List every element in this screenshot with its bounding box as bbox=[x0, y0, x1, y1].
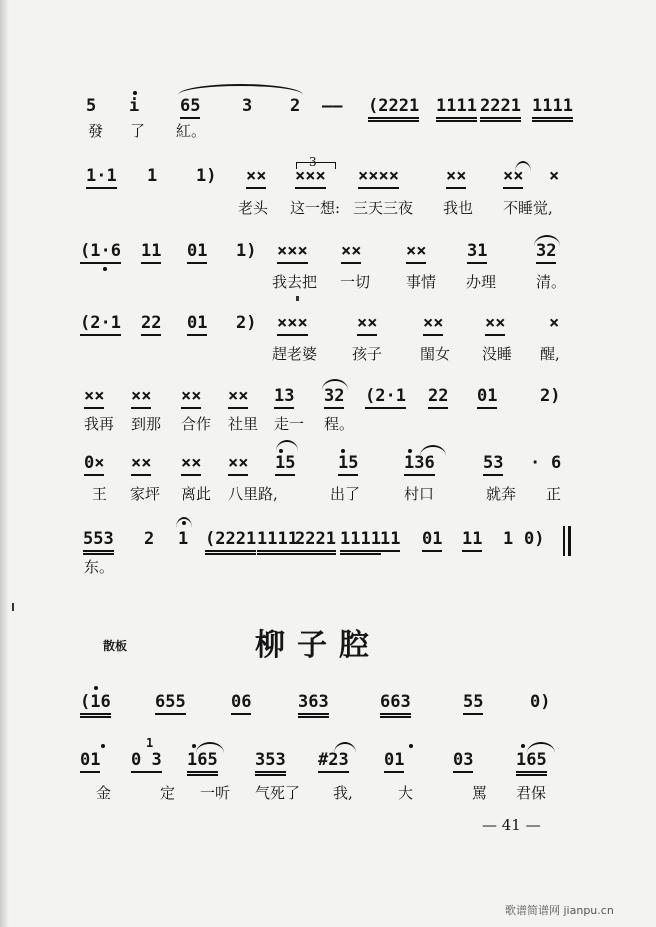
rhythm-group: ×× bbox=[485, 312, 505, 336]
scan-speck bbox=[296, 296, 299, 301]
lyric: 一切 bbox=[340, 273, 371, 291]
note: 1 bbox=[503, 529, 514, 549]
lyric-row-6 bbox=[0, 484, 656, 508]
rhythm-group: ××× bbox=[277, 240, 308, 264]
rhythm-group: ×× bbox=[406, 240, 426, 264]
octave-dot bbox=[408, 449, 412, 453]
tempo-marking: 散板 bbox=[103, 639, 128, 653]
lyric: 趕老婆 bbox=[272, 345, 318, 363]
note: 1 bbox=[178, 529, 189, 549]
lyric: 社里 bbox=[228, 415, 259, 433]
note: 2 bbox=[144, 529, 155, 549]
octave-dot bbox=[521, 744, 525, 748]
note-group: 353 bbox=[255, 749, 286, 776]
grace-note: 1 bbox=[146, 736, 154, 750]
lyric: 程。 bbox=[324, 415, 355, 433]
note-group: 663 bbox=[380, 691, 411, 718]
note-group: (16 bbox=[80, 691, 111, 718]
note-group: 01 bbox=[477, 385, 497, 409]
lyric: 發 bbox=[88, 122, 104, 140]
note-group: 1111 bbox=[257, 528, 298, 555]
note: 2) bbox=[236, 313, 257, 333]
lyric: 王 bbox=[92, 485, 108, 503]
rhythm: × bbox=[549, 313, 560, 333]
octave-dot bbox=[192, 744, 196, 748]
lyric: 气死了 bbox=[255, 784, 301, 802]
lyric: 我, bbox=[333, 784, 353, 802]
rhythm-group: ×× bbox=[341, 240, 361, 264]
lyric: 君保 bbox=[516, 784, 547, 802]
note-group: 01 bbox=[422, 528, 442, 552]
note-group: 2221 bbox=[295, 528, 336, 555]
rhythm-group: ×× bbox=[503, 165, 523, 189]
note-group: 2221 bbox=[480, 95, 521, 122]
lyric: 走一 bbox=[274, 415, 305, 433]
lyric-row-4 bbox=[0, 344, 656, 368]
triplet-number: 3 bbox=[309, 155, 317, 169]
lyric: 罵 bbox=[472, 784, 488, 802]
lyric: 三天三夜 bbox=[353, 199, 414, 217]
lyric: 没睡 bbox=[482, 345, 513, 363]
note: 1 bbox=[147, 166, 158, 186]
rhythm-group: ×× bbox=[181, 385, 201, 409]
note-group: 165 bbox=[516, 749, 547, 776]
note-group: 53 bbox=[483, 452, 503, 476]
lyric: 閨女 bbox=[420, 345, 451, 363]
note-group: 0 3 bbox=[131, 749, 162, 773]
note-group: 65 bbox=[180, 95, 200, 119]
lyric: 紅。 bbox=[176, 122, 207, 140]
rhythm: × bbox=[549, 166, 560, 186]
note: 2 bbox=[290, 96, 301, 116]
rhythm-group: ×× bbox=[357, 312, 377, 336]
dot-mark: · bbox=[530, 453, 541, 473]
note-group: 01 bbox=[187, 240, 207, 264]
octave-dot bbox=[103, 267, 107, 271]
note-group: 165 bbox=[187, 749, 218, 776]
lyric: 八里路, bbox=[228, 485, 278, 503]
rhythm-group: ×× bbox=[84, 385, 104, 409]
lyric: 离此 bbox=[181, 485, 212, 503]
note: i bbox=[129, 96, 140, 116]
note: 6 bbox=[551, 453, 562, 473]
lyric: 这一想: bbox=[290, 199, 341, 217]
lyric-row-7 bbox=[0, 557, 656, 581]
section-title: 柳子腔 bbox=[255, 628, 381, 663]
note-group: 32 bbox=[324, 385, 344, 409]
rhythm-group: ×× bbox=[423, 312, 443, 336]
scan-speck bbox=[12, 603, 14, 611]
lyric: 正 bbox=[546, 485, 562, 503]
note-group: 1111 bbox=[532, 95, 573, 122]
rhythm-group: ×× bbox=[181, 452, 201, 476]
octave-dot bbox=[94, 686, 98, 690]
slur-mark bbox=[178, 84, 303, 95]
note: 0) bbox=[524, 529, 545, 549]
lyric: 家坪 bbox=[130, 485, 161, 503]
note-group: #23 bbox=[318, 749, 349, 773]
note-group: (2221 bbox=[368, 95, 419, 122]
note-group: 31 bbox=[467, 240, 487, 264]
lyric: 孩子 bbox=[352, 345, 383, 363]
lyric: 就奔 bbox=[486, 485, 517, 503]
lyric: 一听 bbox=[200, 784, 231, 802]
lyric: 了 bbox=[130, 122, 146, 140]
note-group: 55 bbox=[463, 691, 483, 715]
lyric: 我也 bbox=[443, 199, 474, 217]
note: 1) bbox=[236, 241, 257, 261]
note-group: 1111 bbox=[340, 528, 381, 555]
lyric: 我再 bbox=[84, 415, 115, 433]
lyric: 定 bbox=[160, 784, 176, 802]
notation-row-2 bbox=[0, 165, 656, 189]
note-group: 655 bbox=[155, 691, 186, 715]
notation-row-6 bbox=[0, 452, 656, 476]
rhythm-group: ×× bbox=[131, 452, 151, 476]
notation-row-1 bbox=[0, 95, 656, 119]
lyric: 出了 bbox=[330, 485, 361, 503]
note-group: 15 bbox=[338, 452, 358, 476]
lyric: 老头 bbox=[238, 199, 269, 217]
lyric-row-3 bbox=[0, 272, 656, 296]
rhythm-group: ×××× bbox=[358, 165, 399, 189]
lyric: 醒, bbox=[540, 345, 560, 363]
octave-dot bbox=[341, 449, 345, 453]
note-group: 136 bbox=[404, 452, 435, 476]
rhythm-group: ××× bbox=[295, 165, 326, 189]
rhythm-group: 0× bbox=[84, 452, 104, 476]
lyric: 到那 bbox=[131, 415, 162, 433]
lyric: 东。 bbox=[84, 558, 115, 576]
note-group: 03 bbox=[453, 749, 473, 773]
note-group: 01 bbox=[80, 749, 100, 773]
lyric: 不睡觉, bbox=[503, 199, 553, 217]
note-group: 363 bbox=[298, 691, 329, 718]
lyric-row-5 bbox=[0, 414, 656, 438]
lyric: 合作 bbox=[181, 415, 212, 433]
notation-row-9 bbox=[0, 749, 656, 773]
lyric: 大 bbox=[398, 784, 414, 802]
slur-mark bbox=[534, 235, 560, 246]
note: 1) bbox=[196, 166, 217, 186]
final-barline bbox=[563, 526, 565, 556]
note-group: 11 bbox=[380, 528, 400, 552]
note-group: 1111 bbox=[436, 95, 477, 122]
lyric: 村口 bbox=[404, 485, 435, 503]
note: 5 bbox=[86, 96, 97, 116]
lyric: 清。 bbox=[536, 273, 567, 291]
octave-dot bbox=[409, 744, 413, 748]
rhythm-group: ×× bbox=[228, 452, 248, 476]
rhythm-group: ×× bbox=[131, 385, 151, 409]
page-number: — 41 — bbox=[482, 816, 541, 834]
slur-mark bbox=[322, 379, 348, 390]
lyric-row-2 bbox=[0, 198, 656, 222]
rhythm-group: ×× bbox=[446, 165, 466, 189]
note-group: (2221 bbox=[205, 528, 256, 555]
lyric: 办理 bbox=[466, 273, 497, 291]
rhythm-group: ××× bbox=[277, 312, 308, 336]
note-group: 553 bbox=[83, 528, 114, 555]
note-group: (2·1 bbox=[80, 312, 121, 336]
note-group: (2·1 bbox=[365, 385, 406, 409]
extension-dash: —— bbox=[322, 96, 343, 116]
lyric: 我去把 bbox=[272, 273, 318, 291]
note-group: 22 bbox=[428, 385, 448, 409]
note-group: 13 bbox=[274, 385, 294, 409]
lyric-row-9 bbox=[0, 783, 656, 807]
slur-mark bbox=[527, 742, 555, 753]
note-group: 1·1 bbox=[86, 165, 117, 189]
slur-mark bbox=[196, 742, 224, 753]
note-group: 11 bbox=[141, 240, 161, 264]
slur-mark bbox=[515, 161, 531, 172]
rhythm-group: ×× bbox=[228, 385, 248, 409]
note-group: 22 bbox=[141, 312, 161, 336]
rhythm-group: ×× bbox=[246, 165, 266, 189]
fermata-dot bbox=[182, 521, 186, 525]
note: 0) bbox=[530, 692, 551, 712]
note-group: (1·6 bbox=[80, 240, 121, 264]
note-group: 01 bbox=[384, 749, 404, 773]
note-group: 01 bbox=[187, 312, 207, 336]
octave-dot bbox=[133, 91, 137, 95]
octave-dot bbox=[279, 449, 283, 453]
notation-row-7 bbox=[0, 528, 656, 552]
lyric: 金 bbox=[96, 784, 112, 802]
watermark: 歌谱简谱网 jianpu.cn bbox=[505, 904, 614, 917]
note-group: 32 bbox=[536, 240, 556, 264]
slur-mark bbox=[334, 742, 356, 753]
notation-row-8 bbox=[0, 691, 656, 715]
note-group: 15 bbox=[275, 452, 295, 476]
notation-row-4 bbox=[0, 312, 656, 336]
final-barline-thick bbox=[568, 526, 571, 556]
note: 2) bbox=[540, 386, 561, 406]
lyric-row-1 bbox=[0, 121, 656, 145]
note: 3 bbox=[242, 96, 253, 116]
note-group: 11 bbox=[462, 528, 482, 552]
note-group: 06 bbox=[231, 691, 251, 715]
octave-dot bbox=[101, 744, 105, 748]
lyric: 事情 bbox=[406, 273, 437, 291]
slur-mark bbox=[420, 445, 446, 456]
